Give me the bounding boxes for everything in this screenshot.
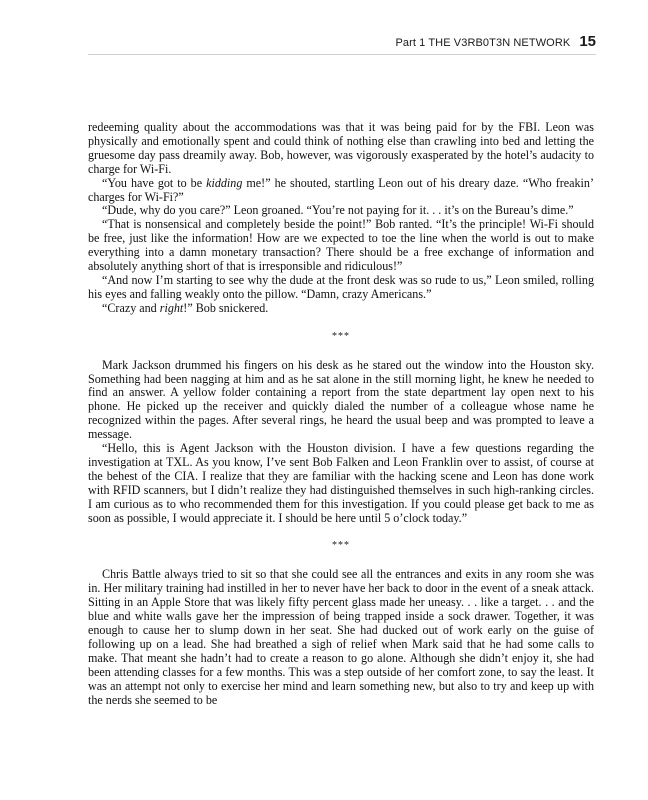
text-run: “Crazy and	[102, 300, 160, 315]
body-text	[88, 121, 594, 707]
header-rule	[88, 54, 596, 55]
page-header	[395, 33, 596, 50]
paragraph	[88, 274, 594, 302]
text-run: “That is nonsensical and completely beside the point!” Bob ranted. “It’s the principle! Wi-Fi should be free, just like the information! How are we expected to toe the line when the world is out to make everything into a damn monetary transaction? There should be a free exchange of information and absolutely anything short of that is irresponsible and ridiculous!”	[88, 217, 594, 274]
text-run: “Hello, this is Agent Jackson with the Houston division. I have a few questions regarding the investigation at TXL. As you know, I’ve sent Bob Falken and Leon Franklin over to assist, of course at the behest of the CIA. I realize that they are familiar with the hacking scene and Leon has done work with RFID scanners, but I didn’t realize they had distinguished themselves in such high-ranking circles. I am curious as to who recommended them for this investigation. If you could please get back to me as soon as possible, I would appreciate it. I should be here until 5 o’clock today.”	[88, 441, 594, 525]
section-break: ***	[332, 330, 350, 342]
paragraph	[88, 302, 594, 316]
text-run: me!” he shouted, startling Leon out of his dreary daze. “Who freakin’ charges for Wi-Fi?”	[88, 175, 594, 204]
paragraph	[88, 359, 594, 442]
paragraph	[88, 121, 594, 177]
italic-text: kidding	[206, 175, 243, 190]
text-run: redeeming quality about the accommodations was that it was being paid for by the FBI. Leon was physically and emotionally spent and could think of nothing else than crawling into bed and letting the gruesome day pass dreamily away. Bob, however, was vigorously exasperated by the hotel’s audacity to charge for Wi-Fi.	[88, 120, 594, 176]
paragraph	[88, 568, 594, 707]
text-run: “Dude, why do you care?” Leon groaned. “You’re not paying for it. . . it’s on the Bureau’s dime.”	[102, 203, 574, 218]
paragraph	[88, 218, 594, 274]
paragraph	[88, 177, 594, 205]
text-run: !” Bob snickered.	[183, 300, 269, 315]
text-run: “You have got to be	[102, 175, 207, 190]
running-head: Part 1 THE V3RB0T3N NETWORK	[395, 37, 571, 49]
text-run: “And now I’m starting to see why the dude at the front desk was so rude to us,” Leon smiled, rolling his eyes and falling weakly onto the pillow. “Damn, crazy Americans.”	[88, 272, 594, 301]
italic-text: right	[159, 300, 184, 315]
text-run: Mark Jackson drummed his fingers on his desk as he stared out the window into the Houston sky. Something had been nagging at him and as he sat alone in the still morning light, he knew he needed to find an answer. A yellow folder containing a report from the state department lay open next to his phone. He picked up the receiver and quickly dialed the number of a colleague whose name he recognized within the pages. After several rings, he heard the usual beep and was prompted to leave a message.	[88, 357, 594, 442]
paragraph	[88, 204, 594, 218]
text-run: Chris Battle always tried to sit so that she could see all the entrances and exits in any room she was in. Her military training had instilled in her to never have her back to door in the event of a sneak attack. Sitting in an Apple Store that was likely fifty percent glass made her uneasy. . . like a target. . . and the blue and white walls gave her the impression of being trapped inside a sock drawer. Together, it was enough to cause her to slump down in her seat. She had ducked out of work early on the guise of following up on a lead. She had breathed a sigh of relief when Mark said that he had some calls to make. That meant she hadn’t had to create a reason to go alone. Although she didn’t enjoy it, she had been attending classes for a few months. This was a step outside of her comfort zone, to say the least. It was an attempt not only to exercise her mind and learn something new, but also to try and keep up with the nerds she seemed to be	[88, 567, 594, 707]
paragraph	[88, 442, 594, 525]
section-break: ***	[332, 540, 350, 552]
page-number: 15	[579, 33, 596, 50]
